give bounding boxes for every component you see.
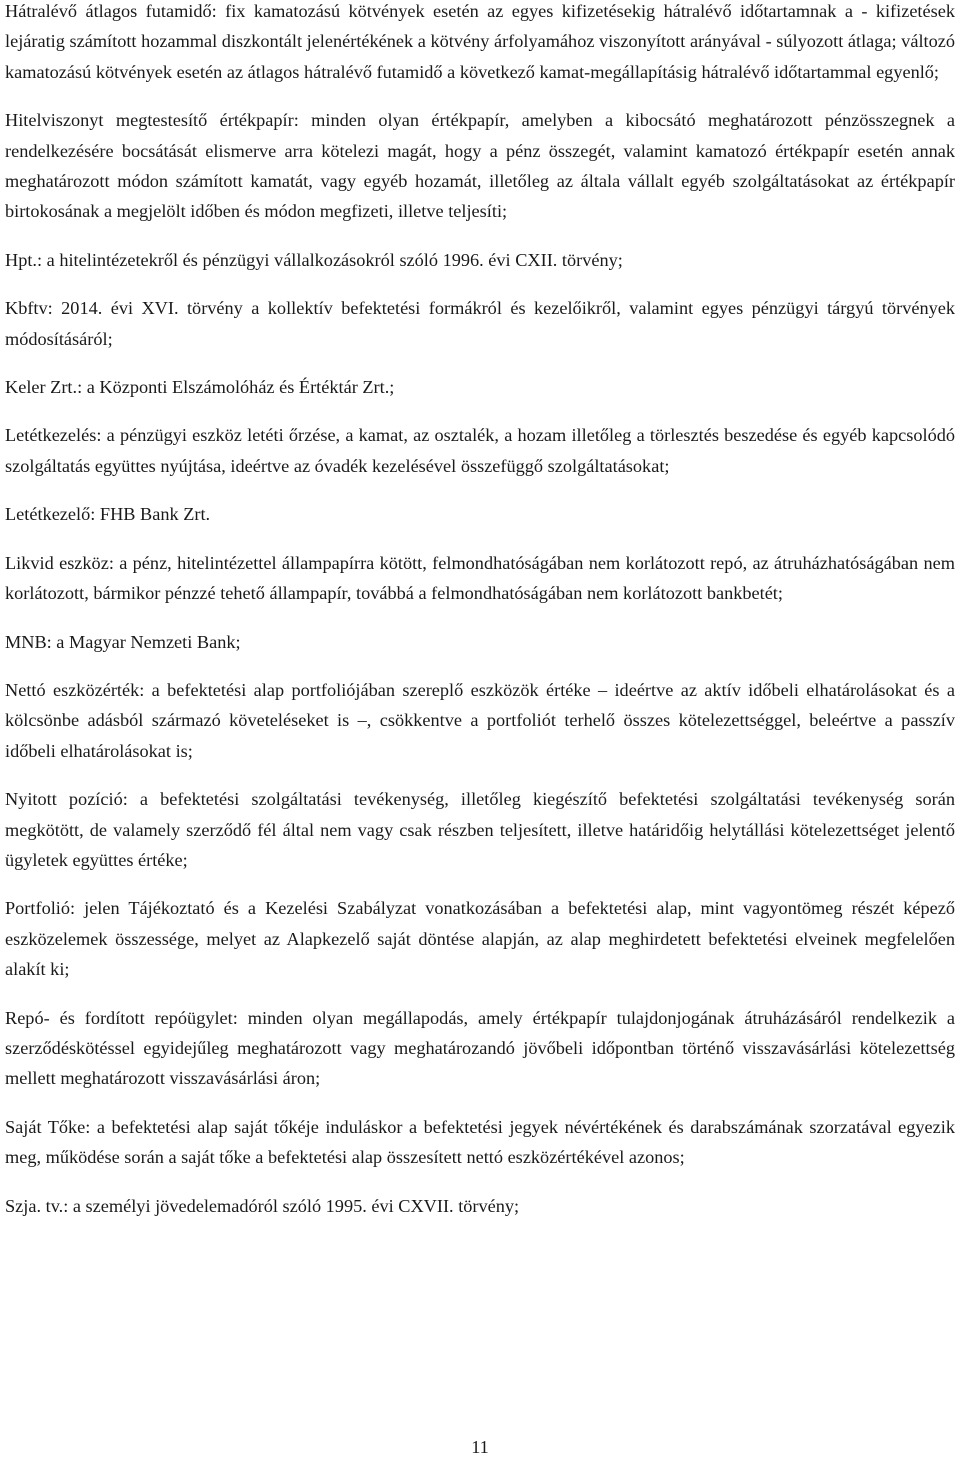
definition-portfolio: Portfolió: jelen Tájékoztató és a Kezelési Szabályzat vonatkozásában a befektetési alap, mint vagyontömeg részét képező eszközelemek összessége, melyet az Alapkezelő saját döntése alapján, az alap meghirdetett befektetési elveinek megfelelően alakít ki; (5, 898, 955, 980)
definition-netto-eszkozertek: Nettó eszközérték: a befektetési alap portfoliójában szereplő eszközök értéke – ideértve az aktív időbeli elhatárolásokat és a kölcsönbe adásból származó követeléseket is –, csökkentve a portfoliót terhelő összes kötelezettséggel, beleértve a passzív időbeli elhatárolásokat is; (5, 679, 955, 761)
page-number: 11 (471, 1437, 489, 1457)
definition-szja-tv: Szja. tv.: a személyi jövedelemadóról szóló 1995. évi CXVII. törvény; (5, 1195, 520, 1216)
definition-letetkezelo: Letétkezelő: FHB Bank Zrt. (5, 504, 211, 525)
definition-hitelviszonyt-megtestesito-ertekpapir: Hitelviszonyt megtestesítő értékpapír: minden olyan értékpapír, amelyben a kibocsátó meghatározott pénzösszegnek a rendelkezésére bocsátását elismerve arra kötelezi magát, hogy a pénz összegét, valamint kamatozó értékpapír esetén annak meghatározott módon számított kamatát, vagy egyéb hozamát, illetőleg az általa vállalt egyéb szolgáltatásokat az értékpapír birtokosának a megjelölt időben és módon megfizeti, illetve teljesíti; (5, 110, 955, 222)
definition-letetkezeles: Letétkezelés: a pénzügyi eszköz letéti őrzése, a kamat, az osztalék, a hozam illetőleg a törlesztés beszedése és egyéb kapcsolódó szolgáltatás együttes nyújtása, ideértve az óvadék kezelésével összefüggő szolgáltatásokat; (5, 425, 955, 476)
definition-nyitott-pozicio: Nyitott pozíció: a befektetési szolgáltatási tevékenység, illetőleg kiegészítő befektetési szolgáltatási tevékenység során megkötött, de valamely szerződő fél által nem vagy csak részben teljesített, illetve határidőig helytállási kötelezettséget jelentő ügyletek együttes értéke; (5, 789, 955, 870)
definition-likvid-eszkoz: Likvid eszköz: a pénz, hitelintézettel állampapírra kötött, felmondhatóságában nem korlátozott repó, az átruházhatóságában nem korlátozott, bármikor pénzzé tehető állampapír, továbbá a felmondhatóságában nem korlátozott bankbetét; (5, 552, 955, 604)
document-body (5, 0, 955, 1239)
definition-hatralevo-atlagos-futamido: Hátralévő átlagos futamidő: fix kamatozású kötvények esetén az egyes kifizetésekig hátralévő időtartamnak a - kifizetések lejáratig számított hozammal diszkontált jelenértékének a kötvény árfolyamához viszonyított arányával - súlyozott átlaga; változó kamatozású kötvények esetén az átlagos hátralévő futamidő a következő kamat-megállapításig hátralévő időtartammal egyenlő; (5, 1, 955, 82)
definition-kbftv: Kbftv: 2014. évi XVI. törvény a kollektív befektetési formákról és kezelőikről, valamint egyes pénzügyi tárgyú törvények módosításáról; (5, 298, 955, 349)
definition-sajat-toke: Saját Tőke: a befektetési alap saját tőkéje induláskor a befektetési jegyek névértékének és darabszámának szorzatával egyezik meg, működése során a saját tőke a befektetési alap összesített nettó eszközértékével azonos; (5, 1116, 955, 1168)
definition-repo: Repó- és fordított repóügylet: minden olyan megállapodás, amely értékpapír tulajdonjogának átruházásáról rendelkezik a szerződéskötéssel egyidejűleg meghatározott vagy meghatározandó jövőbeli időpontban történő visszavásárlási kötelezettség mellett meghatározott visszavásárlási áron; (5, 1007, 955, 1089)
definition-keler: Keler Zrt.: a Központi Elszámolóház és Értéktár Zrt.; (5, 377, 395, 398)
definition-hpt: Hpt.: a hitelintézetekről és pénzügyi vállalkozásokról szóló 1996. évi CXII. törvény; (5, 249, 623, 270)
definition-mnb: MNB: a Magyar Nemzeti Bank; (5, 631, 241, 652)
